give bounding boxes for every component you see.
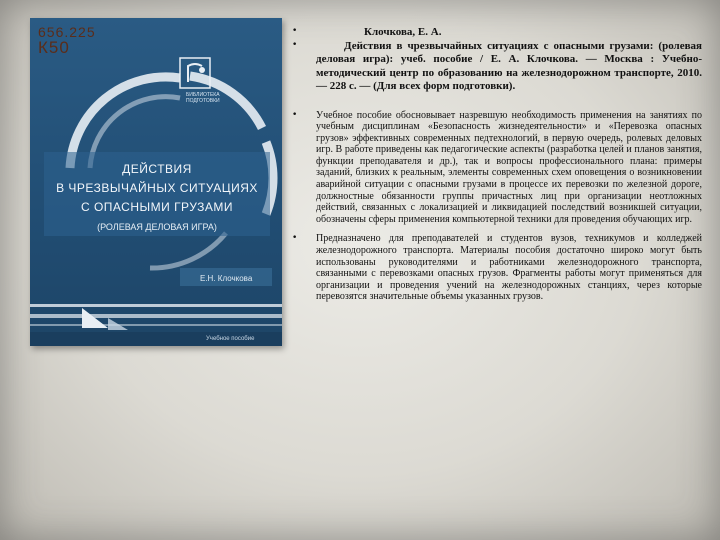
annotation-paragraph: Учебное пособие обосновывает назревшую необходимость применения на занятиях по учебным дисциплинам «Безопасность жизнедеятельности» и «Перевозка опасных грузов» эффективных современных педтехнологий, в первую очередь, ролевых деловых игр. В работе приведены как педагогические аспекты (разработка целей и планов занятия, функции преподавателя и др.), так и вопросы профессионального плана: примеры заданий, близких к реальным, элементы современных схем оповещения о возникновении аварийной ситуации с опасными грузами в процессе их перевозки по железной дороге, должностные обязанности группы причастных лиц при организации неотложных действий, связанных с локализацией и ликвидацией последствий возникшей ситуации, обозначены сферы применения компьютерной техники для проведения обучающих игр. — [316, 109, 702, 225]
cover-title-line: С ОПАСНЫМИ ГРУЗАМИ — [80, 200, 234, 214]
bibliography-author-item — [292, 26, 702, 40]
cover-subtitle: (РОЛЕВАЯ ДЕЛОВАЯ ИГРА) — [97, 222, 217, 232]
bullet-icon: • — [292, 233, 298, 244]
cover-title-line: В ЧРЕЗВЫЧАЙНЫХ СИТУАЦИЯХ — [56, 181, 258, 195]
bullet-icon: • — [292, 109, 298, 120]
cover-title — [44, 160, 270, 217]
bibliography-description-item — [292, 40, 702, 94]
cover-author: Е.Н. Клочкова — [200, 274, 253, 283]
cover-series: Учебное пособие — [206, 336, 255, 342]
annotation-item — [292, 110, 702, 226]
handwritten-library-code: 656.225 К50 — [38, 24, 96, 57]
cover-title-line: ДЕЙСТВИЯ — [122, 162, 192, 176]
logo-caption: БИБЛИОТЕКА ПОДГОТОВКИ — [186, 92, 220, 104]
audience-paragraph: Предназначено для преподавателей и студентов вузов, техникумов и колледжей железнодорожного транспорта. Материалы пособия достаточно широко могут быть использованы руководителями и работниками железнодорожного транспорта, связанными с перевозками опасных грузов. Фрагменты работы могут применяться для организации и проведения учений на железнодорожных станциях, через которые перевозятся значительные объемы указанных грузов. — [316, 233, 702, 303]
description-text — [292, 26, 702, 303]
bullet-icon: • — [292, 39, 298, 50]
book-cover — [30, 18, 282, 346]
bibliography-author: Клочкова, Е. А. — [364, 26, 442, 38]
audience-item — [292, 233, 702, 303]
bullet-icon: • — [292, 26, 298, 36]
bibliography-description: Действия в чрезвычайных ситуациях с опасными грузами: (ролевая деловая игра): учеб. пособие / Е. А. Клочкова. — Москва : Учебно-методический центр по образованию на железнодорожном транспорте, 2010. — 228 с. — (Для всех форм подготовки). — [316, 39, 702, 92]
